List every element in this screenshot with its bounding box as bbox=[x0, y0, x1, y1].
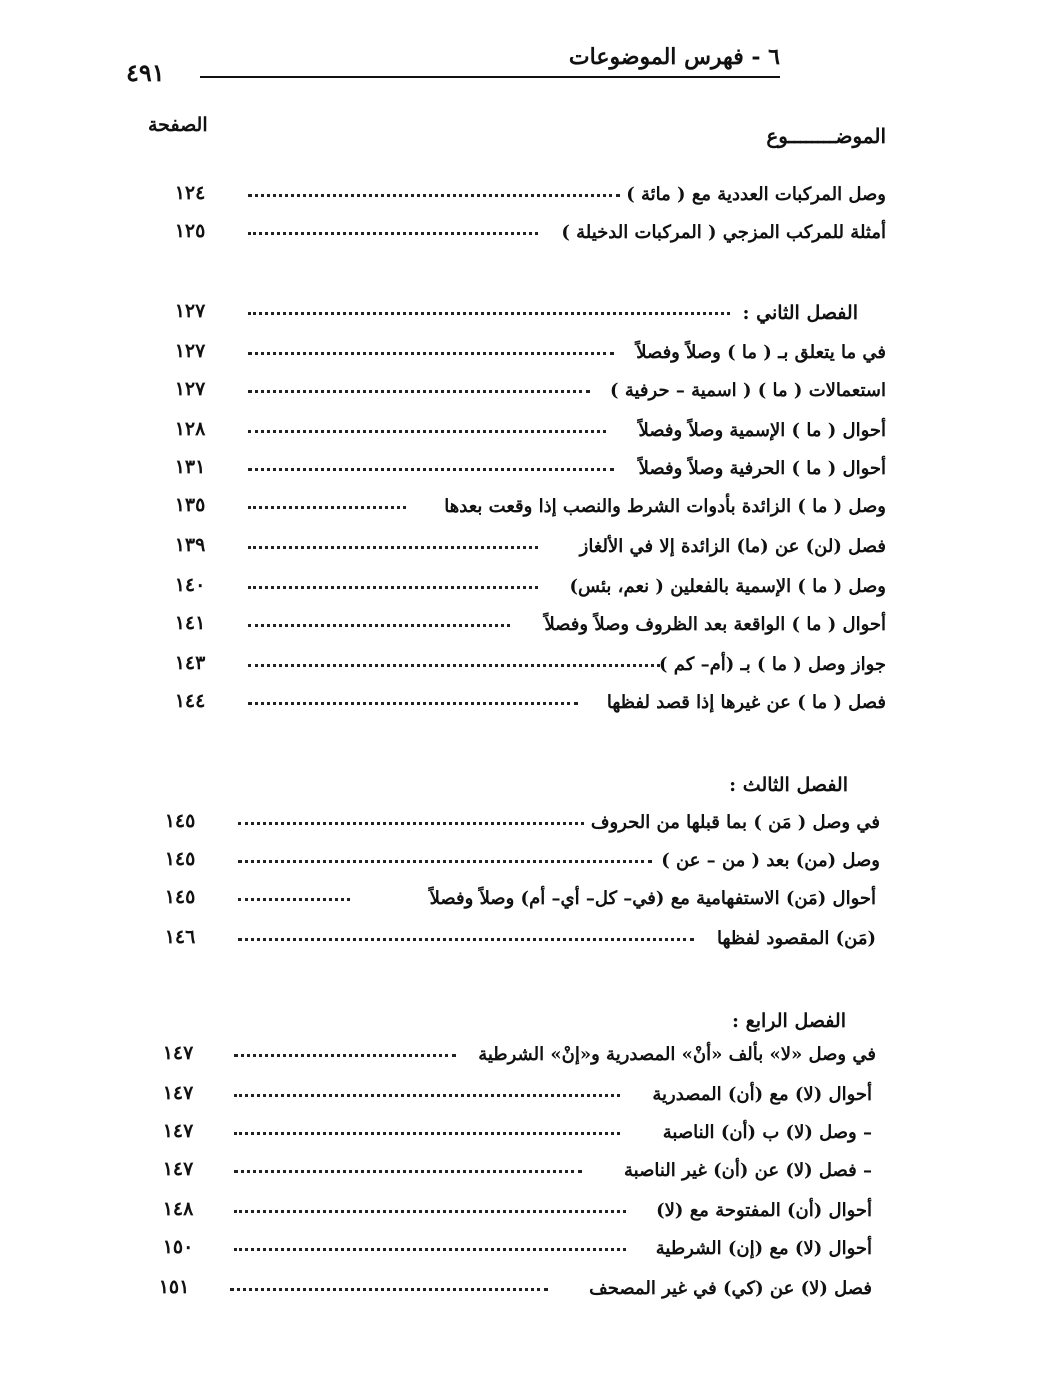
index-entry bbox=[0, 810, 1038, 844]
entry-page-number: ١٢٧ bbox=[174, 378, 206, 400]
entry-title: وصل ( ما ) الزائدة بأدوات الشرط والنصب إذا وقعت بعدها bbox=[444, 496, 886, 517]
entry-title: أحوال (لا) مع (إن) الشرطية bbox=[655, 1238, 872, 1259]
entry-title: في وصل ( مَن ) بما قبلها من الحروف bbox=[590, 812, 880, 833]
entry-title: – وصل (لا) ب (أن) الناصبة bbox=[662, 1122, 872, 1143]
chapter-heading-entry bbox=[0, 300, 1038, 334]
index-entry bbox=[0, 574, 1038, 608]
dot-leader bbox=[238, 898, 350, 901]
entry-page-number: ١٢٧ bbox=[174, 340, 206, 362]
dot-leader bbox=[248, 312, 730, 315]
index-entry bbox=[0, 494, 1038, 528]
entry-page-number: ١٥١ bbox=[158, 1276, 190, 1298]
index-entry bbox=[0, 926, 1038, 960]
chapter-title-fourth: الفصل الرابع : bbox=[731, 1010, 846, 1032]
index-entry bbox=[0, 1042, 1038, 1076]
index-entry bbox=[0, 220, 1038, 254]
entry-title: (مَن) المقصود لفظها bbox=[717, 928, 876, 949]
dot-leader bbox=[238, 860, 652, 863]
page-column-heading: الصفحة bbox=[148, 114, 208, 136]
dot-leader bbox=[234, 1248, 626, 1251]
entry-page-number: ١٤٧ bbox=[162, 1158, 194, 1180]
dot-leader bbox=[248, 506, 406, 509]
entry-title: أحوال ( ما ) الواقعة بعد الظروف وصلاً وفصلاً bbox=[544, 614, 886, 635]
entry-page-number: ١٤٨ bbox=[162, 1198, 194, 1220]
entry-page-number: ١٣٥ bbox=[174, 494, 206, 516]
entry-page-number: ١٢٨ bbox=[174, 418, 206, 440]
dot-leader bbox=[248, 194, 620, 197]
dot-leader bbox=[248, 546, 538, 549]
dot-leader bbox=[234, 1132, 620, 1135]
dot-leader bbox=[248, 430, 606, 433]
index-entry bbox=[0, 378, 1038, 412]
entry-title: استعمالات ( ما ) ( اسمية – حرفية ) bbox=[610, 380, 886, 401]
dot-leader bbox=[248, 468, 614, 471]
entry-title: في ما يتعلق بـ ( ما ) وصلاً وفصلاً bbox=[636, 342, 886, 363]
entry-title: وصل (من) بعد ( من – عن ) bbox=[661, 850, 880, 871]
index-entry bbox=[0, 456, 1038, 490]
entry-title: أحوال (لا) مع (أن) المصدرية bbox=[652, 1084, 872, 1105]
entry-title: فصل (لن) عن (ما) الزائدة إلا في الألغاز bbox=[579, 536, 886, 557]
entry-page-number: ١٣١ bbox=[174, 456, 206, 478]
index-entry bbox=[0, 652, 1038, 686]
dot-leader bbox=[248, 586, 538, 589]
entry-title: أحوال ( ما ) الإسمية وصلاً وفصلاً bbox=[638, 420, 886, 441]
entry-page-number: ١٤٥ bbox=[164, 886, 196, 908]
entry-page-number: ١٤٤ bbox=[174, 690, 206, 712]
entry-title: أمثلة للمركب المزجي ( المركبات الدخيلة ) bbox=[561, 222, 886, 243]
index-entry bbox=[0, 690, 1038, 724]
entry-page-number: ١٣٩ bbox=[174, 534, 206, 556]
index-entry bbox=[0, 848, 1038, 882]
topic-column-heading: الموضــــــــوع bbox=[766, 124, 886, 148]
index-entry bbox=[0, 418, 1038, 452]
entry-page-number: ١٤١ bbox=[174, 612, 206, 634]
entry-page-number: ١٢٥ bbox=[174, 220, 206, 242]
entry-title: أحوال ( ما ) الحرفية وصلاً وفصلاً bbox=[638, 458, 886, 479]
index-entry bbox=[0, 1082, 1038, 1116]
dot-leader bbox=[248, 664, 660, 667]
entry-page-number: ١٥٠ bbox=[162, 1236, 194, 1258]
dot-leader bbox=[234, 1210, 626, 1213]
entry-title: فصل (لا) عن (كي) في غير المصحف bbox=[589, 1278, 872, 1299]
dot-leader bbox=[248, 702, 578, 705]
entry-page-number: ١٤٧ bbox=[162, 1042, 194, 1064]
entry-page-number: ١٤٠ bbox=[174, 574, 206, 596]
entry-title: وصل المركبات العددية مع ( مائة ) bbox=[626, 184, 886, 205]
dot-leader bbox=[248, 352, 614, 355]
index-entry bbox=[0, 1236, 1038, 1270]
entry-title: أحوال (أن) المفتوحة مع (لا) bbox=[656, 1200, 872, 1221]
chapter-title-second: الفصل الثاني : bbox=[742, 302, 858, 324]
entry-page-number: ١٢٤ bbox=[174, 182, 206, 204]
dot-leader bbox=[230, 1288, 548, 1291]
index-entry bbox=[0, 1276, 1038, 1310]
index-entry bbox=[0, 534, 1038, 568]
entry-title: فصل ( ما ) عن غيرها إذا قصد لفظها bbox=[606, 692, 886, 713]
index-entry bbox=[0, 612, 1038, 646]
entry-title: جواز وصل ( ما ) بـ (أم– كم ) bbox=[658, 654, 886, 675]
entry-page-number: ١٤٧ bbox=[162, 1082, 194, 1104]
page-number: ٤٩١ bbox=[126, 58, 165, 87]
entry-page-number: ١٤٧ bbox=[162, 1120, 194, 1142]
entry-page-number: ١٤٥ bbox=[164, 810, 196, 832]
entry-title: في وصل «لا» بألف «أنْ» المصدرية و«إنْ» الشرطية bbox=[478, 1044, 876, 1065]
entry-title: – فصل (لا) عن (أن) غير الناصبة bbox=[624, 1160, 872, 1181]
header-rule bbox=[200, 76, 780, 78]
entry-page-number: ١٢٧ bbox=[174, 300, 206, 322]
dot-leader bbox=[234, 1054, 456, 1057]
dot-leader bbox=[234, 1094, 620, 1097]
index-entry bbox=[0, 886, 1038, 920]
entry-page-number: ١٤٦ bbox=[164, 926, 196, 948]
index-entry bbox=[0, 1120, 1038, 1154]
entry-page-number: ١٤٥ bbox=[164, 848, 196, 870]
index-entry bbox=[0, 1198, 1038, 1232]
entry-title: أحوال (مَن) الاستفهامية مع (في– كل– أي– أم) وصلاً وفصلاً bbox=[429, 888, 876, 909]
dot-leader bbox=[248, 232, 538, 235]
dot-leader bbox=[248, 390, 590, 393]
index-entry bbox=[0, 1158, 1038, 1192]
dot-leader bbox=[238, 938, 694, 941]
entry-title: وصل ( ما ) الإسمية بالفعلين ( نعم، بئس) bbox=[569, 576, 886, 597]
dot-leader bbox=[248, 624, 510, 627]
index-entry bbox=[0, 182, 1038, 216]
index-entry bbox=[0, 340, 1038, 374]
chapter-title-third: الفصل الثالث : bbox=[729, 774, 848, 796]
entry-page-number: ١٤٣ bbox=[174, 652, 206, 674]
header-title: ٦ - فهرس الموضوعات bbox=[568, 44, 780, 70]
dot-leader bbox=[238, 822, 584, 825]
dot-leader bbox=[234, 1170, 582, 1173]
